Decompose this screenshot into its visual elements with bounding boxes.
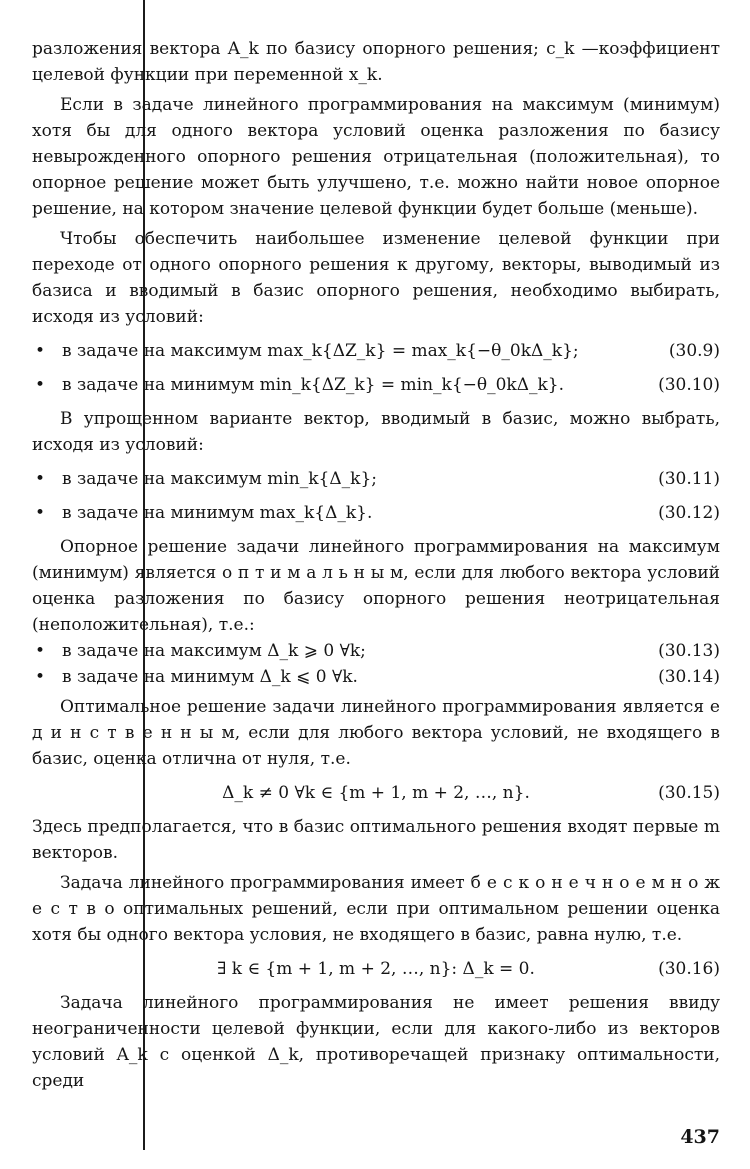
page-number: 437 xyxy=(680,1126,720,1148)
paragraph-7: Здесь предполагается, что в базис оптимального решения входят первые m векторов. xyxy=(32,817,720,863)
paragraph-1: разложения вектора A_k по базису опорного решения; c_k —коэффициент целевой функции при переменной x_k. xyxy=(32,39,720,85)
equation-text: • в задаче на максимум min_k{Δ_k}; xyxy=(62,469,377,489)
equation-number: (30.16) xyxy=(658,959,720,979)
equation-30-10 xyxy=(32,372,720,398)
equation-number: (30.12) xyxy=(658,503,720,523)
paragraph-2: Если в задаче линейного программирования на максимум (минимум) хотя бы для одного вектора условий оценка разложения по базису невырожденного опорного решения отрицательная (положительная), то опорное решение может быть улучшено, т.е. можно найти новое опорное решение, на котором значение целевой функции будет больше (меньше). xyxy=(32,95,720,219)
paragraph-8: Задача линейного программирования имеет б е с к о н е ч н о е м н о ж е с т в о оптимальных решений, если при оптимальном решении оценка хотя бы одного вектора условия, не входящего в базис, равна нулю, т.е. xyxy=(32,873,720,945)
equation-30-11 xyxy=(32,466,720,492)
paragraph-9: Задача линейного программирования не имеет решения ввиду неограниченности целевой функции, если для какого-либо из векторов условий A_k с оценкой Δ_k, противоречащей признаку оптимальности, среди xyxy=(32,993,720,1091)
equation-30-9 xyxy=(32,338,720,364)
equation-number: (30.15) xyxy=(658,783,720,803)
paragraph-3: Чтобы обеспечить наибольшее изменение целевой функции при переходе от одного опорного решения к другому, векторы, выводимый из базиса и вводимый в базис опорного решения, необходимо выбирать, исходя из условий: xyxy=(32,229,720,327)
paragraph-5: Опорное решение задачи линейного программирования на максимум (минимум) является о п т и м а л ь н ы м, если для любого вектора условий оценка разложения по базису опорного решения неотрицательная (неположительная), т.е.: xyxy=(32,537,720,635)
equation-30-14 xyxy=(32,664,720,690)
equation-text: • в задаче на минимум max_k{Δ_k}. xyxy=(62,503,373,523)
equation-text: ∃ k ∈ {m + 1, m + 2, …, n}: Δ_k = 0. xyxy=(217,959,535,979)
equation-30-12 xyxy=(32,500,720,526)
equation-text: • в задаче на минимум Δ_k ⩽ 0 ∀k. xyxy=(62,667,358,687)
paragraph-6: Оптимальное решение задачи линейного программирования является е д и н с т в е н н ы м, если для любого вектора условий, не входящего в базис, оценка отлична от нуля, т.е. xyxy=(32,697,720,769)
page-body xyxy=(32,36,720,1094)
equation-text: • в задаче на максимум max_k{ΔZ_k} = max_k{−θ_0kΔ_k}; xyxy=(62,341,579,361)
equation-number: (30.14) xyxy=(658,667,720,687)
equation-number: (30.10) xyxy=(658,375,720,395)
equation-text: Δ_k ≠ 0 ∀k ∈ {m + 1, m + 2, …, n}. xyxy=(222,783,530,803)
equation-number: (30.13) xyxy=(658,641,720,661)
equation-30-15 xyxy=(32,780,720,806)
equation-30-16 xyxy=(32,956,720,982)
equation-text: • в задаче на максимум Δ_k ⩾ 0 ∀k; xyxy=(62,641,366,661)
equation-text: • в задаче на минимум min_k{ΔZ_k} = min_k{−θ_0kΔ_k}. xyxy=(62,375,565,395)
equation-number: (30.11) xyxy=(658,469,720,489)
paragraph-4: В упрощенном варианте вектор, вводимый в базис, можно выбрать, исходя из условий: xyxy=(32,409,720,455)
equation-number: (30.9) xyxy=(668,341,720,361)
equation-30-13 xyxy=(32,638,720,664)
